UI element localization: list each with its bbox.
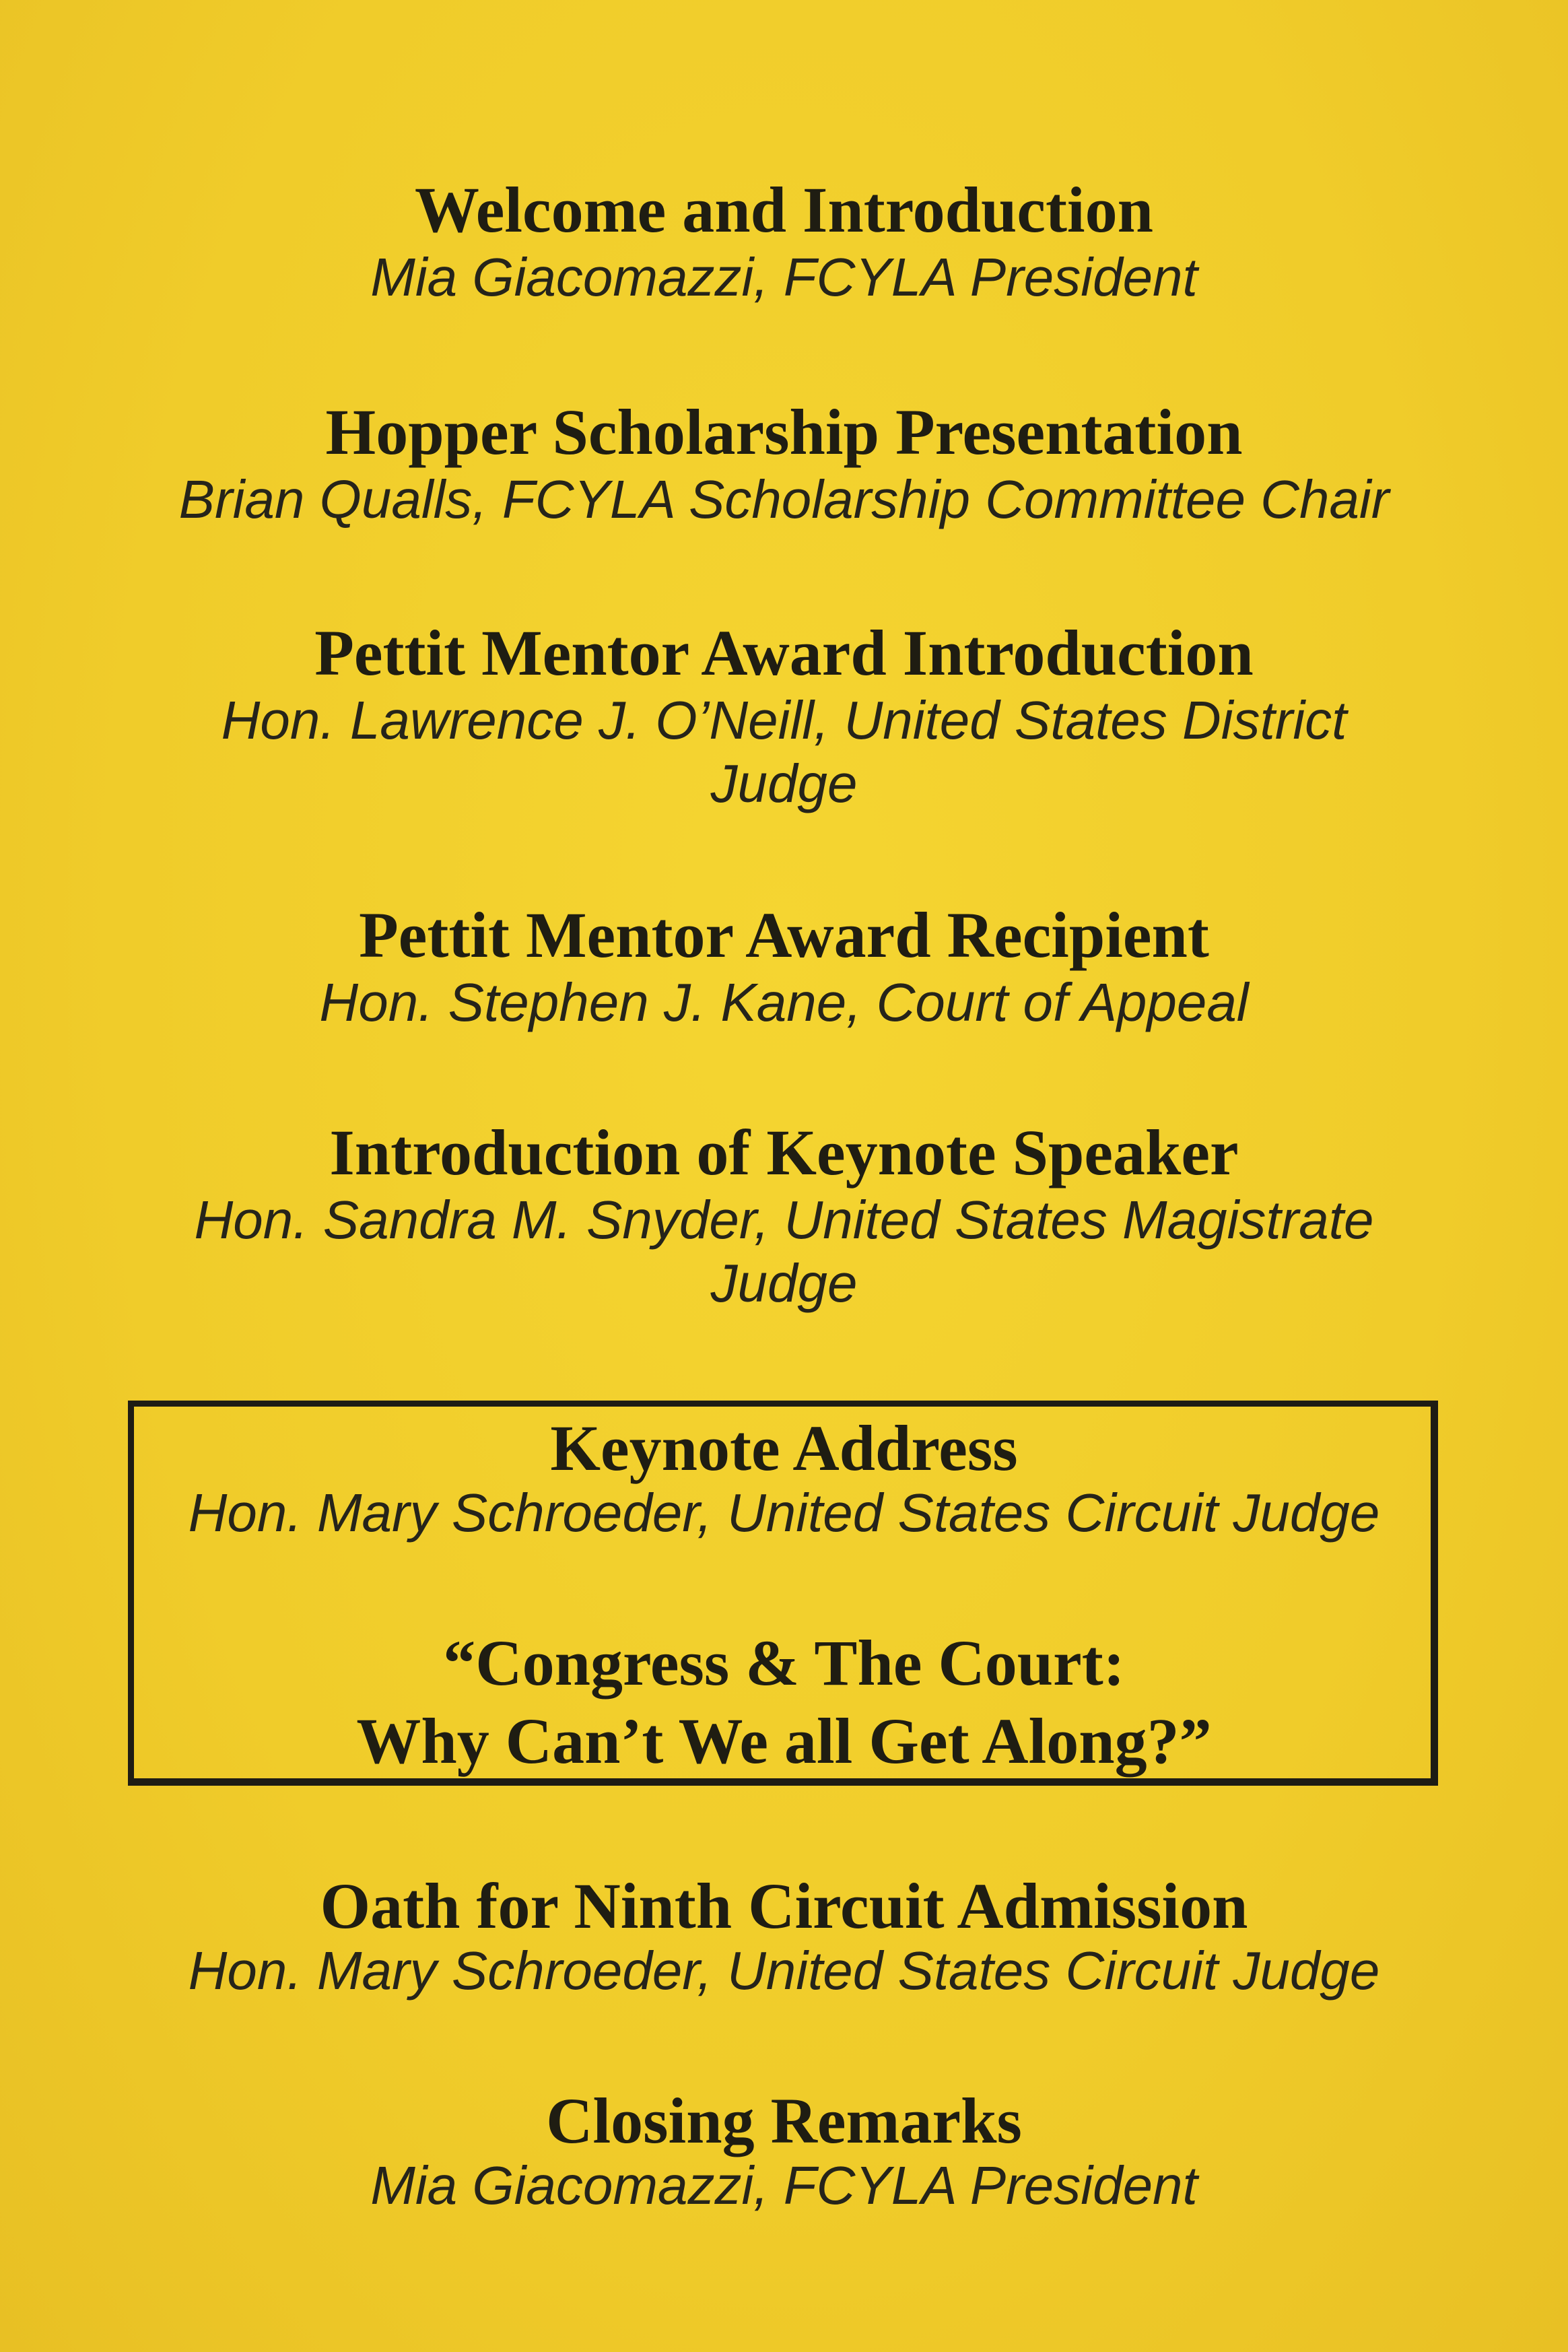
item-speaker: Hon. Stephen J. Kane, Court of Appeal xyxy=(319,972,1249,1032)
keynote-talk-title-line2: Why Can’t We all Get Along?” xyxy=(356,1705,1212,1777)
item-speaker: Brian Qualls, FCYLA Scholarship Committee Chair xyxy=(178,469,1390,529)
item-speaker: Hon. Lawrence J. O’Neill, United States District Judge xyxy=(221,690,1347,813)
item-title: Hopper Scholarship Presentation xyxy=(325,396,1243,468)
item-speaker: Mia Giacomazzi, FCYLA President xyxy=(370,2155,1198,2215)
item-speaker: Hon. Mary Schroeder, United States Circuit Judge xyxy=(188,1941,1380,2001)
item-speaker: Mia Giacomazzi, FCYLA President xyxy=(370,247,1198,307)
item-title: Pettit Mentor Award Recipient xyxy=(359,899,1209,971)
item-title: Closing Remarks xyxy=(546,2085,1022,2157)
keynote-speaker: Hon. Mary Schroeder, United States Circuit Judge xyxy=(188,1483,1380,1543)
item-title: Oath for Ninth Circuit Admission xyxy=(320,1870,1248,1942)
keynote-title: Keynote Address xyxy=(550,1412,1018,1484)
item-title: Introduction of Keynote Speaker xyxy=(329,1116,1239,1188)
item-title: Pettit Mentor Award Introduction xyxy=(314,617,1254,689)
item-speaker: Hon. Sandra M. Snyder, United States Magistrate Judge xyxy=(194,1190,1374,1313)
item-title: Welcome and Introduction xyxy=(415,174,1153,246)
keynote-talk-title-line1: “Congress & The Court: xyxy=(443,1627,1125,1699)
